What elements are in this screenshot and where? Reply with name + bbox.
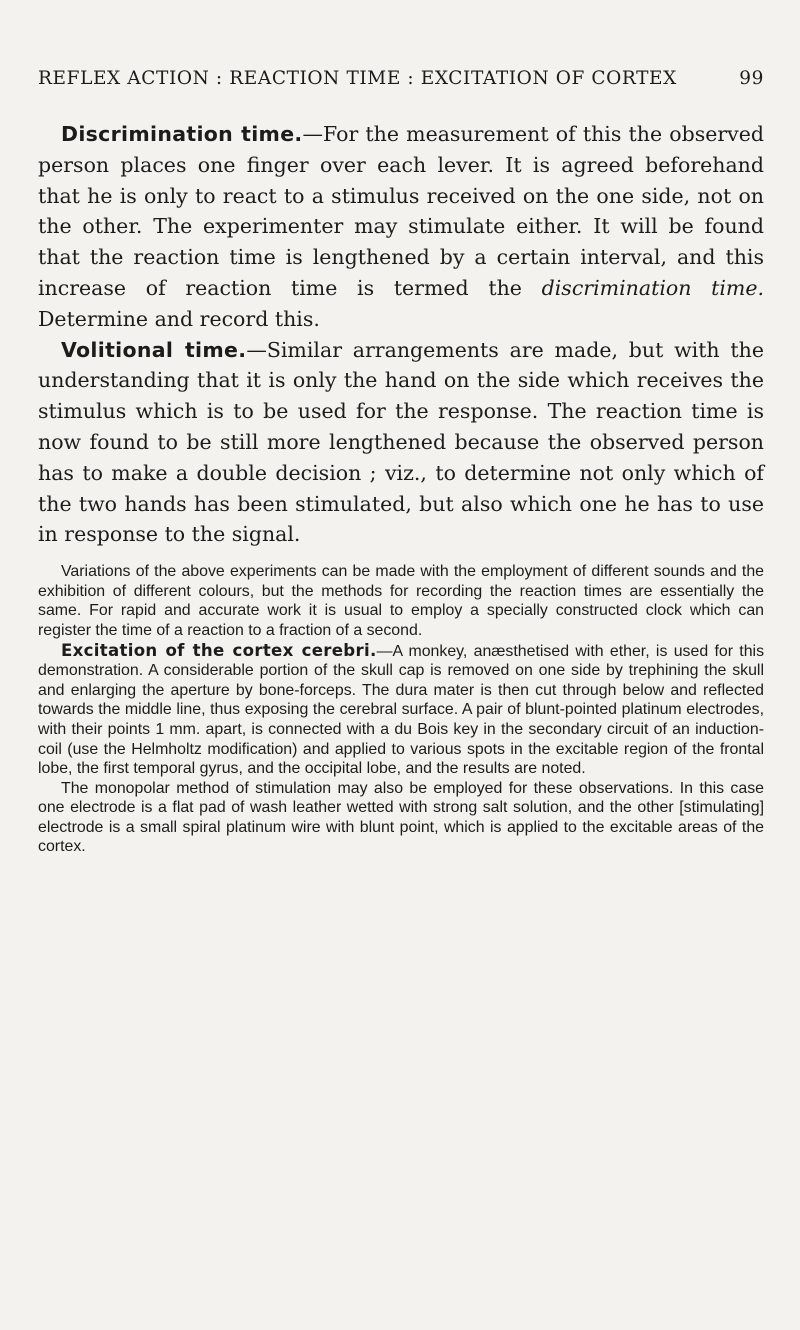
heading-excitation-cortex: Excitation of the cortex cerebri. [61,640,377,660]
monopolar-text: The monopolar method of stimulation may also be employed for these observations. In this case one electrode is a flat pad of wash leather wetted with strong salt solution, and the other [stimulating] electrode is a small spiral platinum wire with blunt point, which is applied to the excitable areas of the cortex. [38,779,764,856]
running-header [38,68,764,89]
page-body [38,119,764,857]
excitation-text: —A monkey, anæsthetised with ether, is used for this demonstration. A considerable portion of the skull cap is removed on one side by trephining the skull and enlarging the aperture by bone-forceps. The dura mater is then cut through below and reflected towards the middle line, thus exposing the cerebral surface. A pair of blunt-pointed platinum electrodes, with their points 1 mm. apart, is connected with a du Bois key in the secondary circuit of an induction-coil (use the Helmholtz modification) and applied to various spots in the excitable region of the frontal lobe, the first temporal gyrus, and the occipital lobe, and the results are noted. [38,642,765,778]
paragraph-monopolar [38,779,764,857]
discrimination-text-after: Determine and record this. [38,306,320,331]
running-title: REFLEX ACTION : REACTION TIME : EXCITATION OF CORTEX [38,68,677,89]
discrimination-emphasis: discrimination time. [541,275,764,300]
paragraph-excitation-cortex [38,641,764,779]
paragraph-variations [38,562,764,640]
discrimination-text-before: —For the measurement of this the observed person places one finger over each lever. It is agreed beforehand that he is only to react to a stimulus received on the one side, not on the other. The experimenter may stimulate either. It will be found that the reaction time is lengthened by a certain interval, and this increase of reaction time is termed the [38,122,764,300]
variations-text: Variations of the above experiments can be made with the employment of different sounds and the exhibition of different colours, but the methods for recording the reaction times are essentially the same. For rapid and accurate work it is usual to employ a specially constructed clock which can register the time of a reaction to a fraction of a second. [38,563,764,639]
paragraph-volitional-time [38,335,764,551]
page-number: 99 [739,68,764,89]
paragraph-discrimination-time [38,119,764,335]
heading-volitional-time: Volitional time. [61,337,247,362]
small-print-block [38,562,764,857]
heading-discrimination-time: Discrimination time. [61,122,303,146]
volitional-text: —Similar arrangements are made, but with the understanding that it is only the hand on the side which receives the stimulus which is to be used for the response. The reaction time is now found to be still more lengthened because the observed person has to make a double decision ; viz., to determine not only which of the two hands has been stimulated, but also which one he has to use in response to the signal. [38,337,764,547]
